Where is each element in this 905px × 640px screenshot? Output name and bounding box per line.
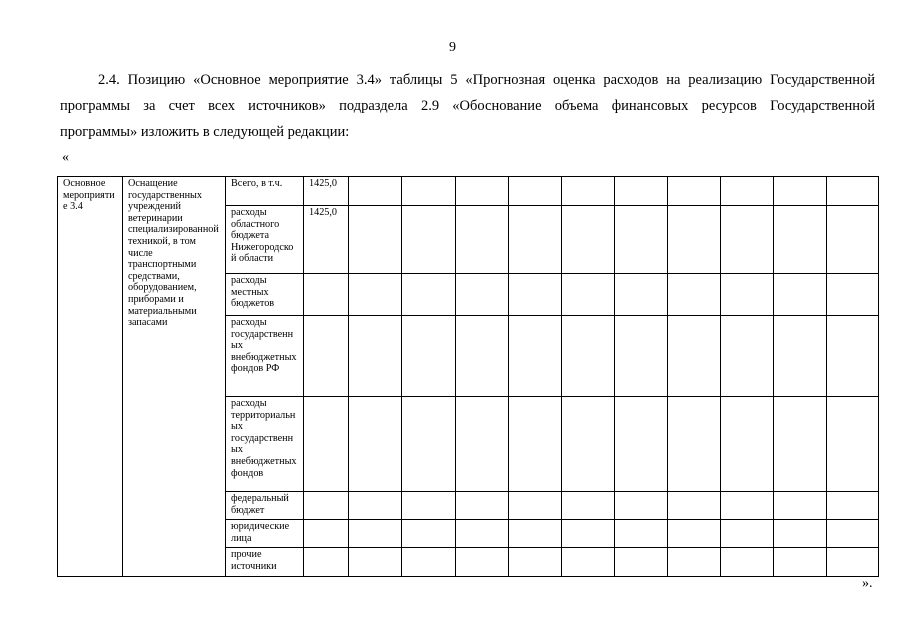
funding-source-cell: федеральный бюджет	[226, 492, 304, 520]
funding-source-cell: юридические лица	[226, 520, 304, 548]
empty-year-cell	[774, 492, 827, 520]
empty-year-cell	[721, 492, 774, 520]
empty-year-cell	[774, 316, 827, 397]
empty-year-cell	[402, 492, 456, 520]
empty-year-cell	[562, 316, 615, 397]
empty-year-cell	[456, 520, 509, 548]
empty-year-cell	[509, 548, 562, 577]
empty-year-cell	[774, 397, 827, 492]
opening-quote: «	[62, 150, 69, 165]
empty-year-cell	[668, 177, 721, 206]
amount-cell	[304, 397, 349, 492]
empty-year-cell	[668, 397, 721, 492]
empty-year-cell	[349, 548, 402, 577]
funding-source-cell: Всего, в т.ч.	[226, 177, 304, 206]
empty-year-cell	[774, 274, 827, 316]
empty-year-cell	[615, 316, 668, 397]
empty-year-cell	[774, 177, 827, 206]
empty-year-cell	[562, 177, 615, 206]
funding-source-cell: расходы областного бюджета Нижегородской области	[226, 206, 304, 274]
empty-year-cell	[349, 206, 402, 274]
empty-year-cell	[668, 206, 721, 274]
empty-year-cell	[456, 177, 509, 206]
empty-year-cell	[721, 177, 774, 206]
empty-year-cell	[509, 316, 562, 397]
empty-year-cell	[827, 520, 879, 548]
expense-table	[57, 176, 879, 577]
empty-year-cell	[668, 492, 721, 520]
empty-year-cell	[456, 274, 509, 316]
funding-source-cell: расходы государственных внебюджетных фондов РФ	[226, 316, 304, 397]
empty-year-cell	[349, 397, 402, 492]
empty-year-cell	[668, 548, 721, 577]
empty-year-cell	[456, 206, 509, 274]
empty-year-cell	[456, 397, 509, 492]
empty-year-cell	[827, 206, 879, 274]
empty-year-cell	[562, 492, 615, 520]
empty-year-cell	[562, 397, 615, 492]
table-row	[58, 177, 879, 206]
empty-year-cell	[349, 520, 402, 548]
empty-year-cell	[456, 316, 509, 397]
funding-source-cell: прочие источники	[226, 548, 304, 577]
empty-year-cell	[509, 206, 562, 274]
empty-year-cell	[349, 492, 402, 520]
empty-year-cell	[721, 316, 774, 397]
empty-year-cell	[827, 177, 879, 206]
empty-year-cell	[402, 177, 456, 206]
empty-year-cell	[456, 548, 509, 577]
empty-year-cell	[349, 316, 402, 397]
empty-year-cell	[456, 492, 509, 520]
empty-year-cell	[615, 206, 668, 274]
empty-year-cell	[721, 206, 774, 274]
empty-year-cell	[668, 316, 721, 397]
amount-cell: 1425,0	[304, 177, 349, 206]
empty-year-cell	[615, 492, 668, 520]
empty-year-cell	[402, 397, 456, 492]
empty-year-cell	[402, 316, 456, 397]
funding-source-cell: расходы местных бюджетов	[226, 274, 304, 316]
amount-cell	[304, 316, 349, 397]
empty-year-cell	[827, 316, 879, 397]
amount-cell	[304, 520, 349, 548]
empty-year-cell	[827, 548, 879, 577]
empty-year-cell	[668, 274, 721, 316]
empty-year-cell	[402, 274, 456, 316]
empty-year-cell	[509, 177, 562, 206]
measure-cell: Основное мероприятие 3.4	[58, 177, 123, 577]
empty-year-cell	[774, 206, 827, 274]
empty-year-cell	[509, 397, 562, 492]
empty-year-cell	[615, 548, 668, 577]
empty-year-cell	[509, 492, 562, 520]
empty-year-cell	[721, 548, 774, 577]
empty-year-cell	[827, 397, 879, 492]
empty-year-cell	[509, 520, 562, 548]
table-body	[58, 177, 879, 577]
empty-year-cell	[562, 206, 615, 274]
empty-year-cell	[774, 548, 827, 577]
amount-cell: 1425,0	[304, 206, 349, 274]
paragraph-line-2: программы за счет всех источников» подраздела 2.9 «Обоснование объема финансовых ресурсов Государственной	[60, 98, 875, 114]
empty-year-cell	[402, 548, 456, 577]
empty-year-cell	[349, 177, 402, 206]
empty-year-cell	[615, 397, 668, 492]
empty-year-cell	[615, 274, 668, 316]
empty-year-cell	[774, 520, 827, 548]
page-number: 9	[449, 40, 456, 55]
empty-year-cell	[509, 274, 562, 316]
empty-year-cell	[402, 520, 456, 548]
empty-year-cell	[827, 492, 879, 520]
empty-year-cell	[827, 274, 879, 316]
empty-year-cell	[562, 548, 615, 577]
empty-year-cell	[349, 274, 402, 316]
empty-year-cell	[615, 177, 668, 206]
funding-source-cell: расходы территориальных государственных внебюджетных фондов	[226, 397, 304, 492]
description-cell: Оснащение государственных учреждений ветеринарии специализированной техникой, в том числе транспортными средствами, оборудованием, приборами и материальными запасами	[123, 177, 226, 577]
empty-year-cell	[402, 206, 456, 274]
empty-year-cell	[721, 397, 774, 492]
amount-cell	[304, 274, 349, 316]
empty-year-cell	[562, 274, 615, 316]
paragraph-line-3: программы» изложить в следующей редакции:	[60, 124, 350, 140]
amount-cell	[304, 492, 349, 520]
closing-quote: ».	[862, 576, 873, 591]
empty-year-cell	[562, 520, 615, 548]
empty-year-cell	[668, 520, 721, 548]
empty-year-cell	[721, 520, 774, 548]
amount-cell	[304, 548, 349, 577]
paragraph-line-1: 2.4. Позицию «Основное мероприятие 3.4» таблицы 5 «Прогнозная оценка расходов на реализацию Государственной	[98, 72, 875, 88]
empty-year-cell	[615, 520, 668, 548]
empty-year-cell	[721, 274, 774, 316]
